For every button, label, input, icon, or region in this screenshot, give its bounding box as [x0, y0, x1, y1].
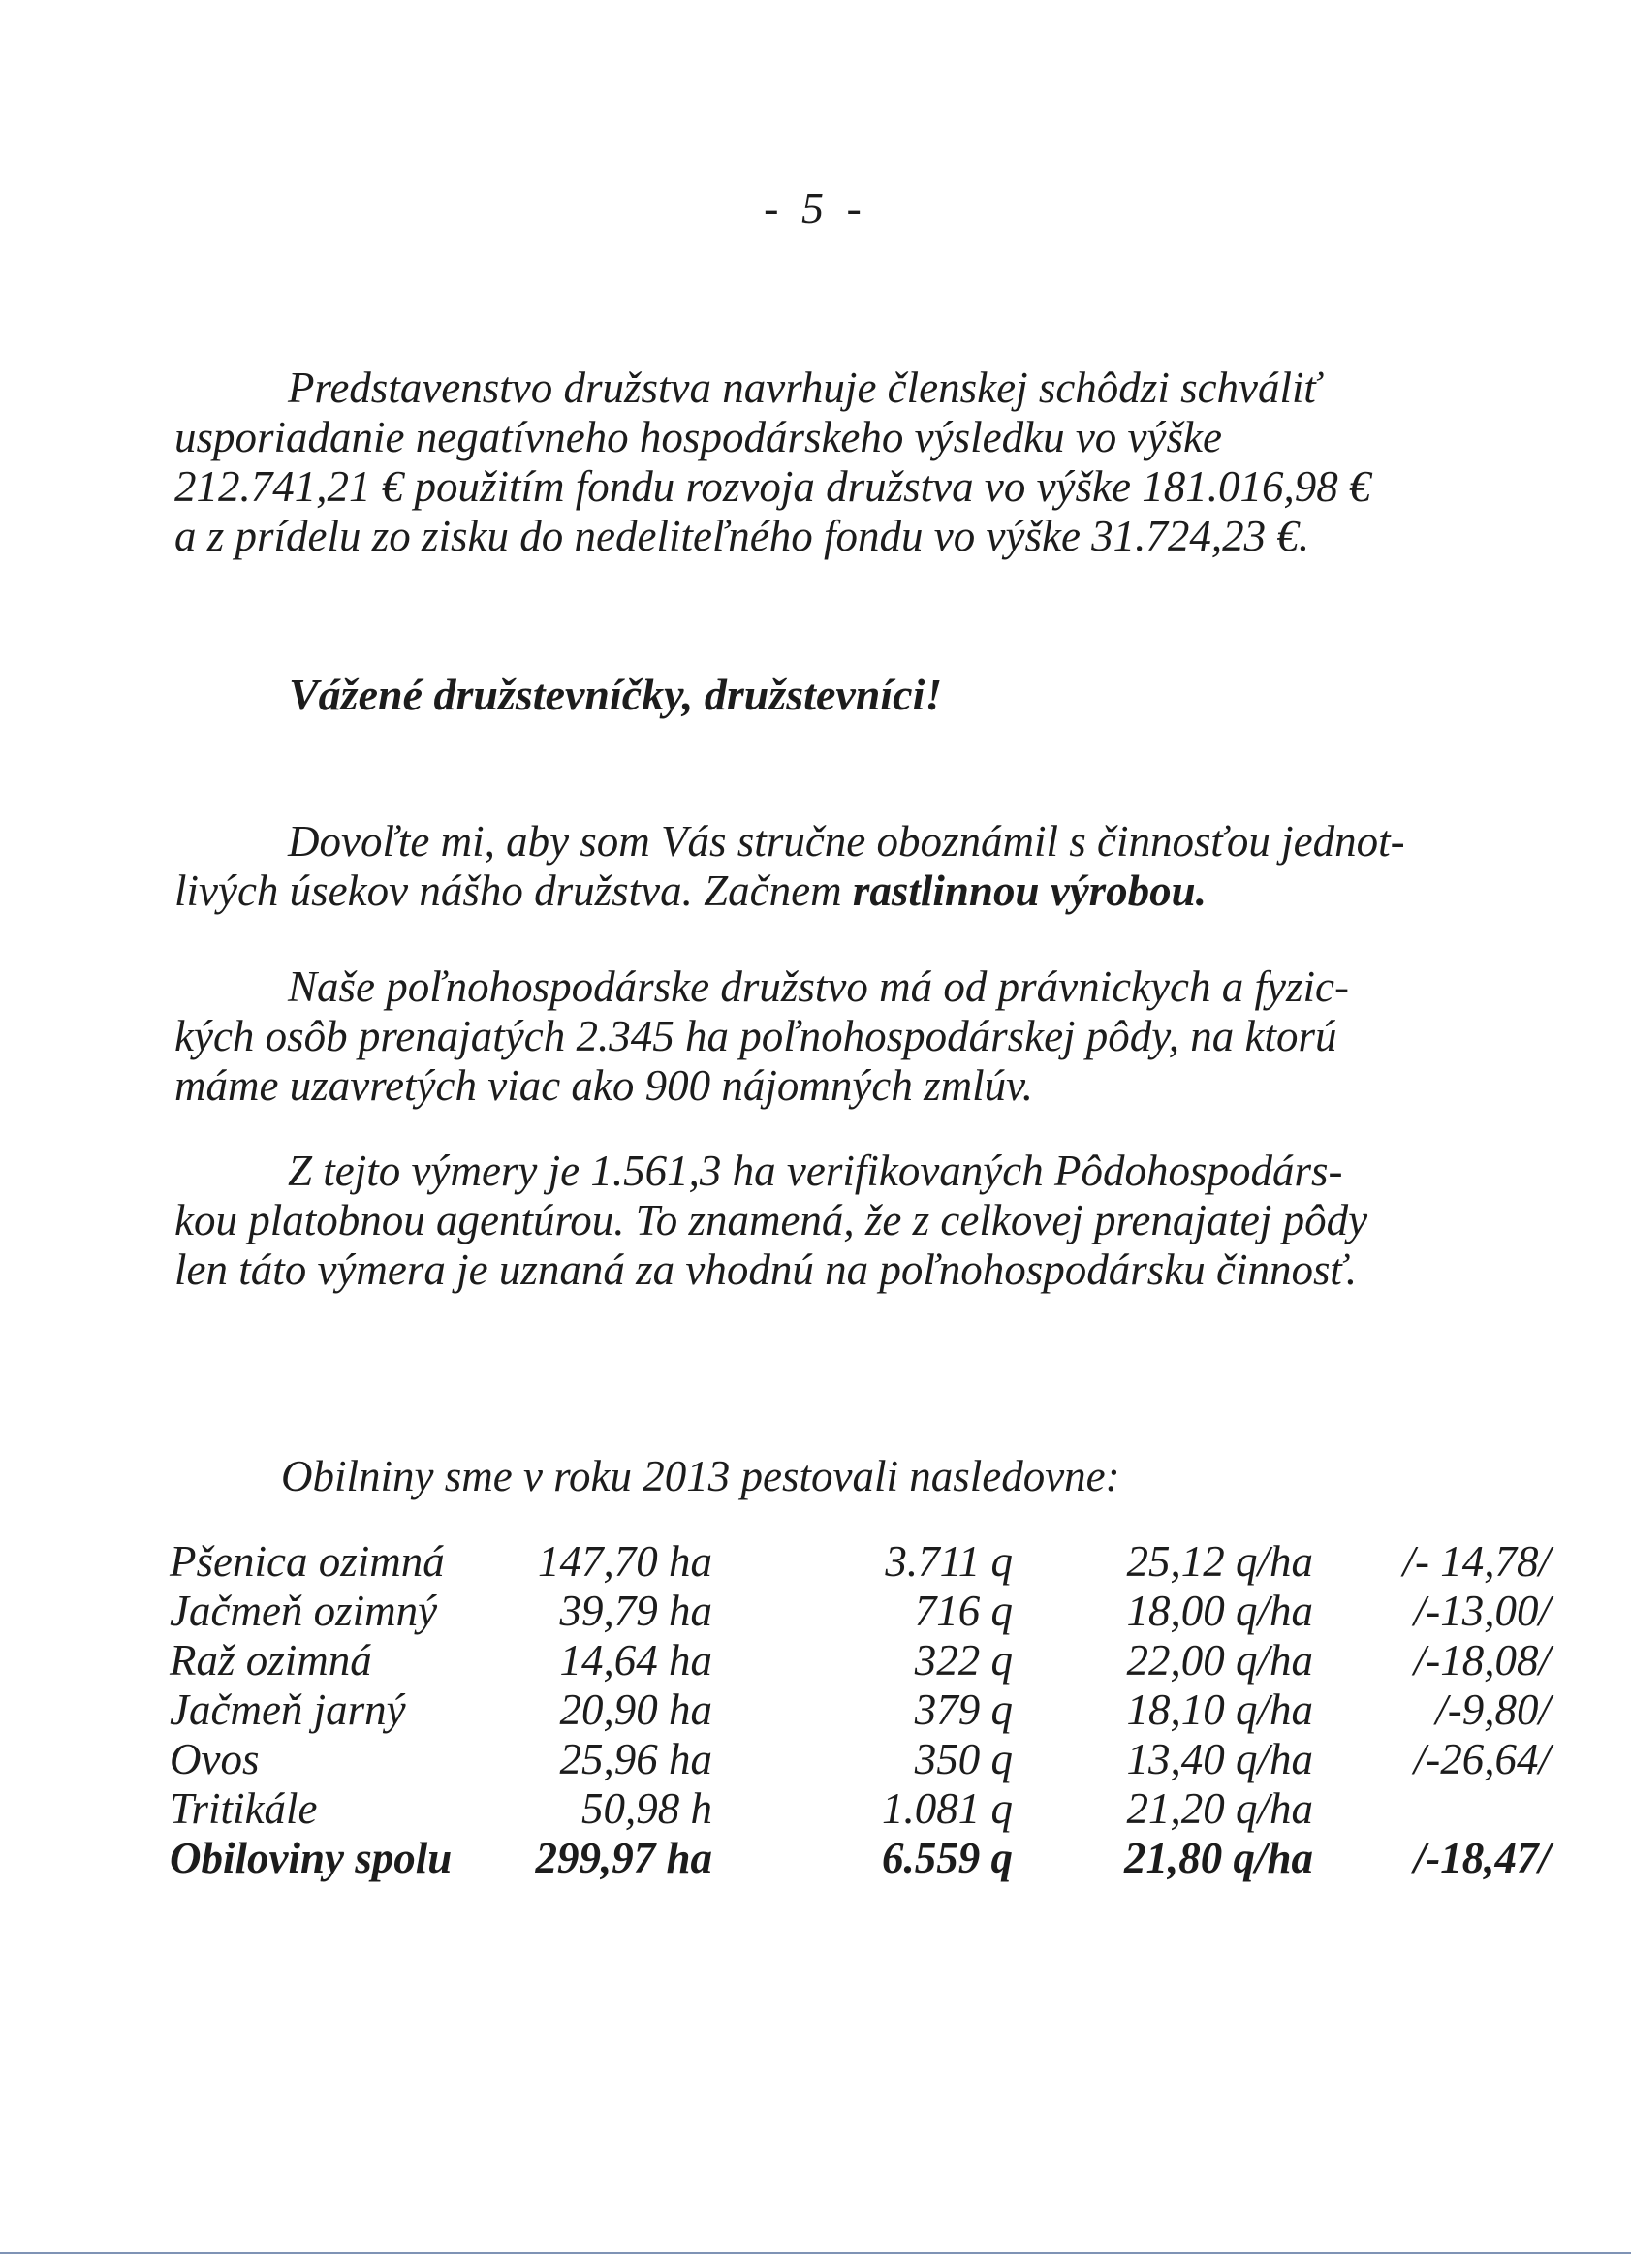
crop-area-cell: 39,79 ha	[559, 1587, 712, 1635]
crop-diff-cell: /- 14,78/	[1402, 1537, 1551, 1586]
crop-production-cell: 3.711 q	[885, 1537, 1013, 1586]
crop-name-cell: Obiloviny spolu	[170, 1834, 453, 1882]
table-row	[170, 1587, 1551, 1636]
paragraph-line: Z tejto výmery je 1.561,3 ha verifikovaných Pôdohospodárs-	[288, 1147, 1343, 1195]
table-total-row	[170, 1834, 1551, 1883]
crop-production-cell: 322 q	[914, 1636, 1013, 1685]
paragraph-line	[174, 866, 1405, 916]
table-row	[170, 1537, 1551, 1587]
paragraph-line: Naše poľnohospodárske družstvo má od právnickych a fyzic-	[288, 962, 1349, 1011]
paragraph-verified-area	[174, 1147, 1405, 1295]
paragraph-line: kou platobnou agentúrou. To znamená, že z celkovej prenajatej pôdy	[174, 1196, 1368, 1244]
paragraph-line: kých osôb prenajatých 2.345 ha poľnohospodárskej pôdy, na ktorú	[174, 1012, 1337, 1060]
crop-yield-cell: 21,20 q/ha	[1126, 1784, 1313, 1833]
crop-name-cell: Pšenica ozimná	[170, 1537, 445, 1586]
crop-yield-cell: 18,00 q/ha	[1126, 1587, 1313, 1635]
crop-diff-cell	[1352, 1784, 1551, 1834]
crop-diff-cell: /-9,80/	[1435, 1685, 1551, 1734]
table-row	[170, 1735, 1551, 1784]
page-number: - 5 -	[764, 183, 867, 233]
crop-name-cell: Tritikále	[170, 1784, 318, 1833]
crops-table	[170, 1537, 1551, 1883]
crop-name-cell: Raž ozimná	[170, 1636, 372, 1685]
crop-production-cell: 350 q	[914, 1735, 1013, 1783]
paragraph-land-lease	[174, 962, 1405, 1111]
crop-diff-cell: /-26,64/	[1413, 1735, 1551, 1783]
crop-yield-cell: 13,40 q/ha	[1126, 1735, 1313, 1783]
crop-production-cell: 1.081 q	[882, 1784, 1013, 1833]
crops-table-body	[170, 1537, 1551, 1883]
paragraph-introduction	[174, 817, 1405, 916]
paragraph-line: 212.741,21 € použitím fondu rozvoja družstva vo výške 181.016,98 €	[174, 462, 1371, 511]
crop-name-cell: Jačmeň ozimný	[170, 1587, 438, 1635]
crop-name-cell: Ovos	[170, 1735, 260, 1783]
table-intro: Obilniny sme v roku 2013 pestovali nasledovne:	[281, 1452, 1120, 1500]
paragraph-line: Predstavenstvo družstva navrhuje členskej schôdzi schváliť	[288, 363, 1320, 412]
crop-area-cell: 25,96 ha	[559, 1735, 712, 1783]
paragraph-line: máme uzavretých viac ako 900 nájomných zmlúv.	[174, 1061, 1033, 1110]
crop-diff-cell: /-18,08/	[1413, 1636, 1551, 1685]
crop-name-cell: Jačmeň jarný	[170, 1685, 406, 1734]
crop-diff-cell: /-13,00/	[1413, 1587, 1551, 1635]
crop-area-cell: 147,70 ha	[538, 1537, 712, 1586]
bottom-divider	[0, 2252, 1631, 2254]
paragraph-line: Dovoľte mi, aby som Vás stručne oboznámil s činnosťou jednot-	[288, 817, 1405, 866]
crop-yield-cell: 22,00 q/ha	[1126, 1636, 1313, 1685]
crop-production-cell: 6.559 q	[882, 1834, 1013, 1882]
crop-area-cell: 50,98 h	[581, 1784, 712, 1833]
greeting-heading: Vážené družstevníčky, družstevníci!	[289, 670, 943, 719]
crop-yield-cell: 18,10 q/ha	[1126, 1685, 1313, 1734]
crop-yield-cell: 21,80 q/ha	[1123, 1834, 1313, 1882]
paragraph-line: usporiadanie negatívneho hospodárskeho výsledku vo výške	[174, 413, 1222, 461]
crop-area-cell: 299,97 ha	[535, 1834, 712, 1882]
table-row	[170, 1636, 1551, 1685]
crop-area-cell: 20,90 ha	[559, 1685, 712, 1734]
paragraph-proposal	[174, 363, 1405, 561]
paragraph-text: livých úsekov nášho družstva. Začnem	[174, 866, 853, 915]
crop-diff-cell: /-18,47/	[1413, 1834, 1551, 1882]
crop-production-cell: 379 q	[914, 1685, 1013, 1734]
paragraph-line: a z prídelu zo zisku do nedeliteľného fondu vo výške 31.724,23 €.	[174, 512, 1310, 560]
table-row	[170, 1784, 1551, 1834]
crop-yield-cell: 25,12 q/ha	[1126, 1537, 1313, 1586]
paragraph-line: len táto výmera je uznaná za vhodnú na poľnohospodársku činnosť.	[174, 1245, 1358, 1294]
table-row	[170, 1685, 1551, 1735]
crop-area-cell: 14,64 ha	[559, 1636, 712, 1685]
bold-phrase: rastlinnou výrobou.	[852, 866, 1207, 915]
crop-production-cell: 716 q	[914, 1587, 1013, 1635]
